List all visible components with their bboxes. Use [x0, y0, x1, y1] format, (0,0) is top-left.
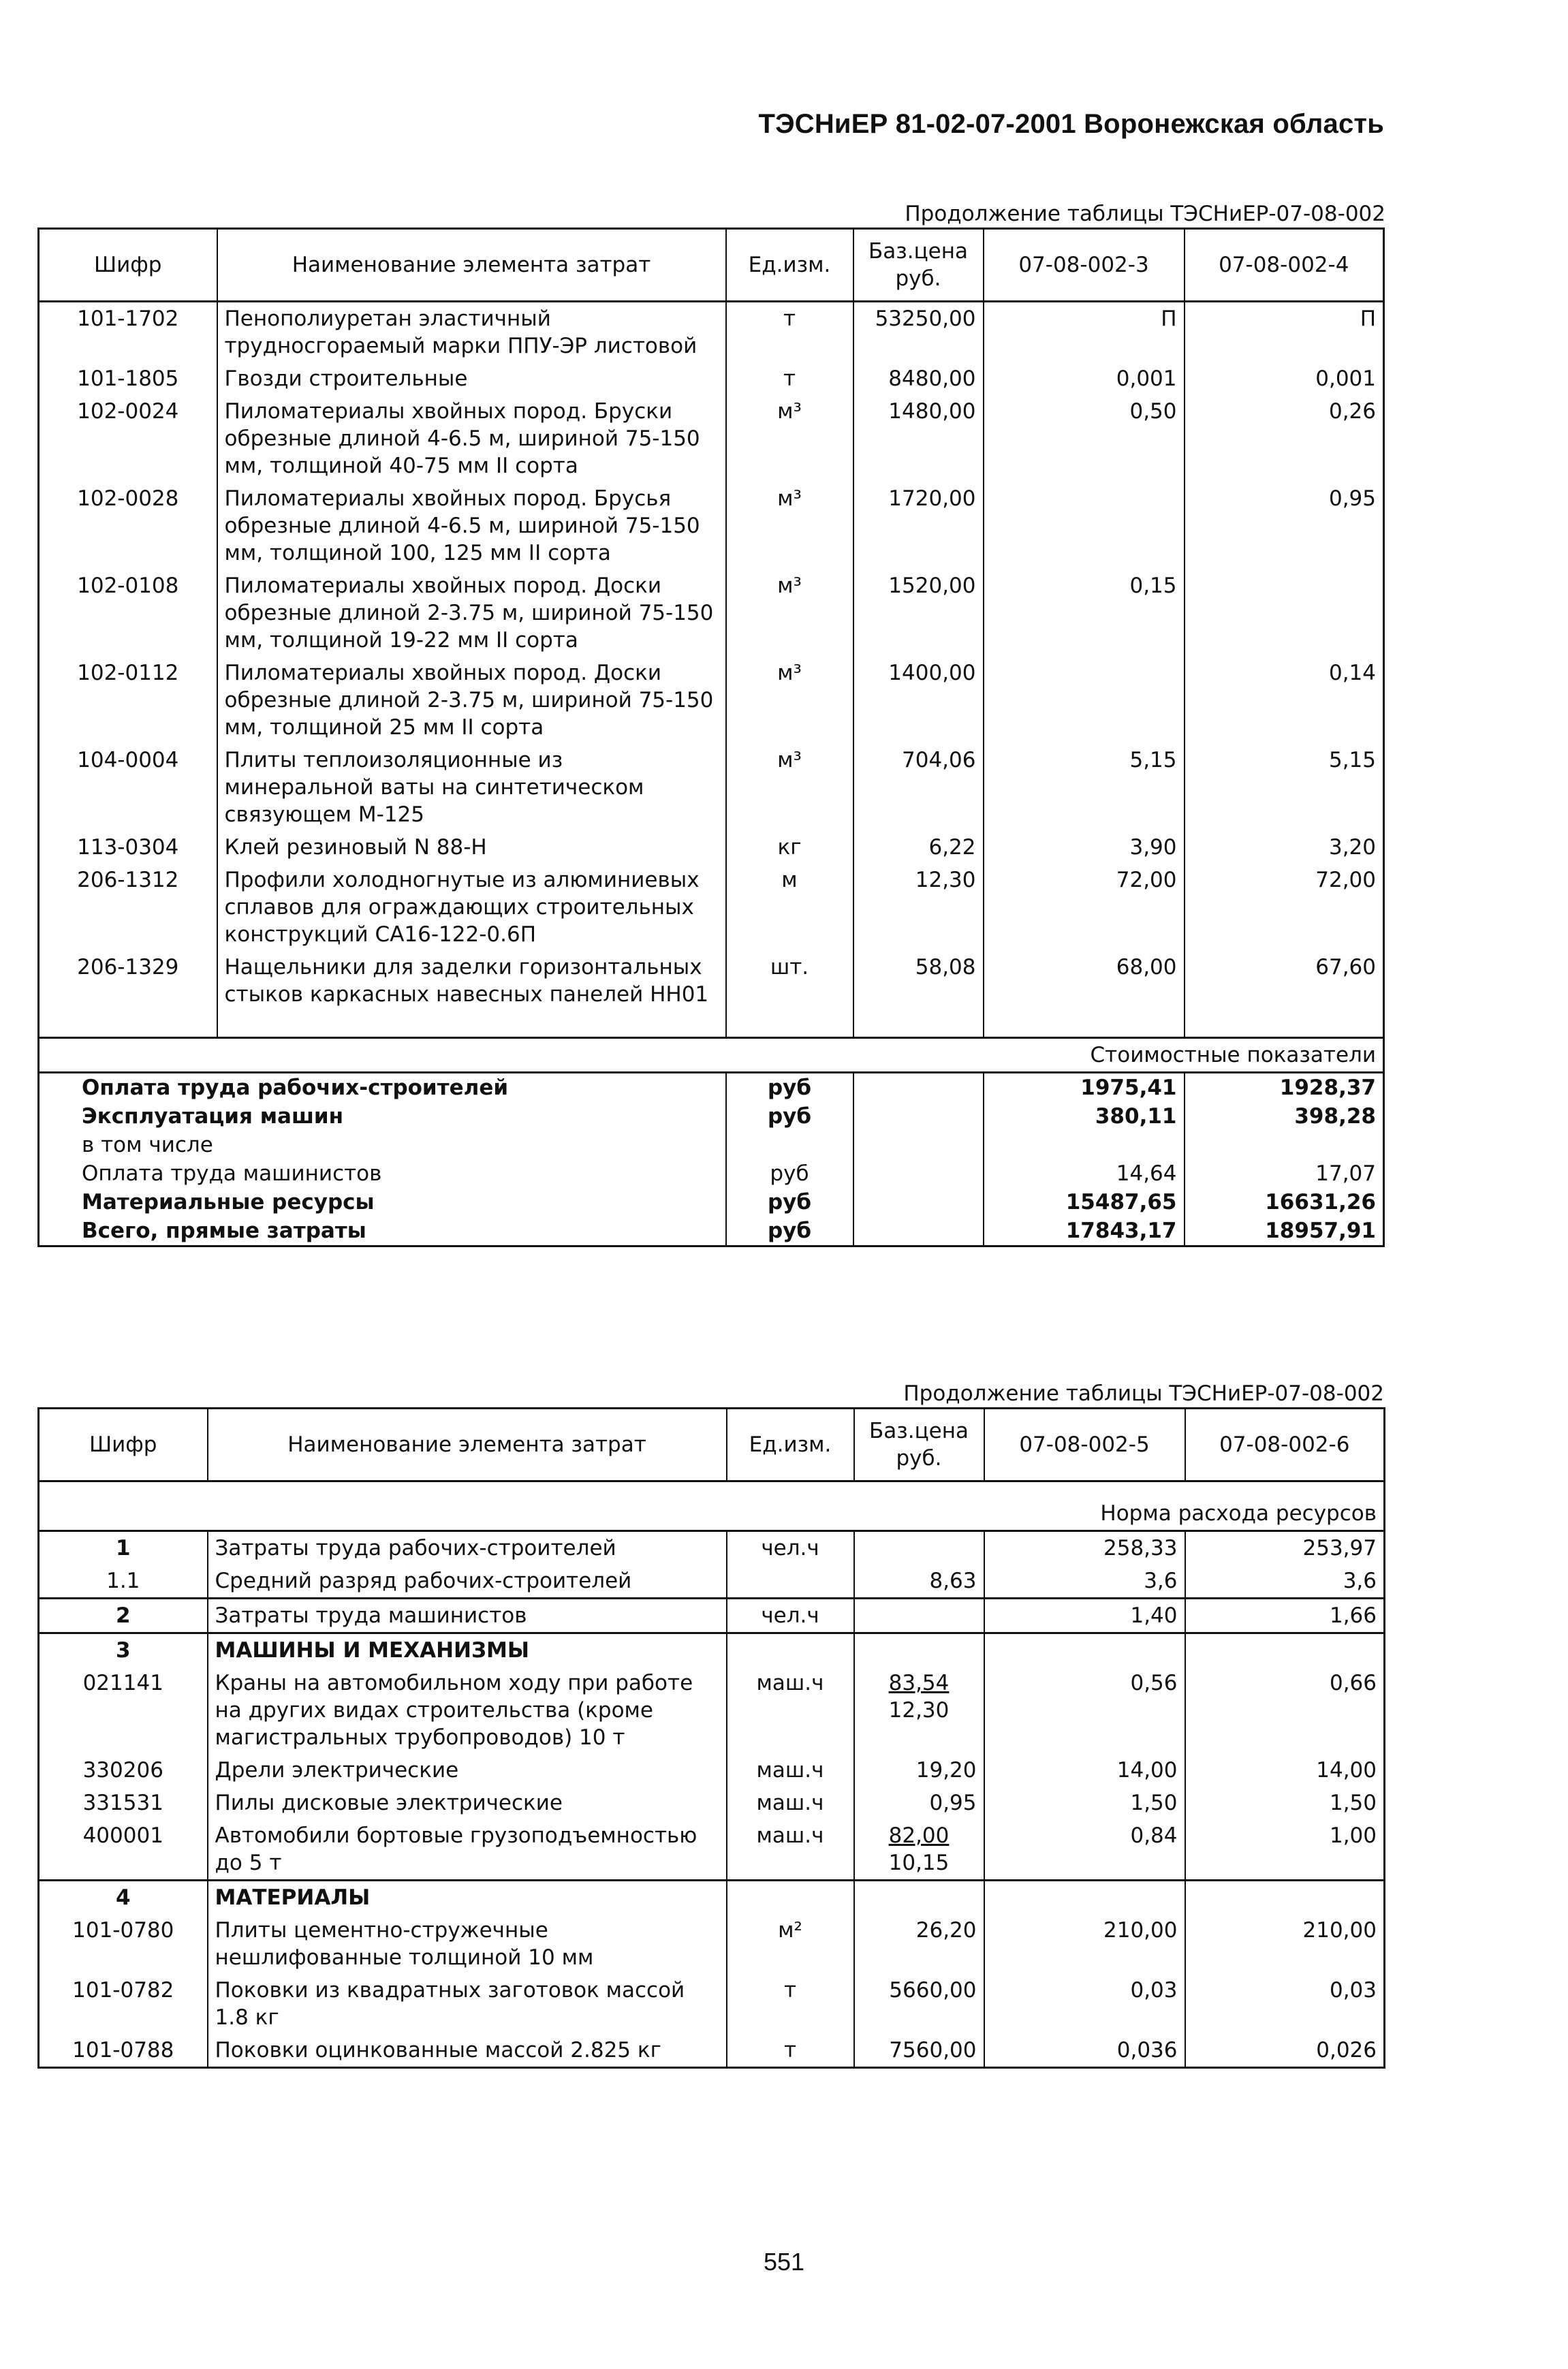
table-row — [39, 1819, 1385, 1881]
summary-value-variant-4: 16631,26 — [1185, 1188, 1384, 1217]
resource-value-variant-3: 5,15 — [984, 744, 1185, 831]
resource-value-variant-5: 0,036 — [984, 2034, 1185, 2068]
table1-header-row — [39, 229, 1384, 302]
col-header-name: Наименование элемента затрат — [208, 1409, 727, 1481]
resource-unit: маш.ч — [727, 1787, 854, 1819]
resource-name: МАТЕРИАЛЫ — [208, 1881, 727, 1915]
resource-value-variant-6: 0,66 — [1185, 1667, 1385, 1754]
table-row — [39, 569, 1384, 657]
resource-value-variant-4: 72,00 — [1185, 864, 1384, 951]
resource-base-price — [854, 1667, 984, 1754]
resource-value-variant-6: 0,03 — [1185, 1974, 1385, 2034]
table-row — [39, 1667, 1385, 1754]
col-header-unit: Ед.изм. — [727, 1409, 854, 1481]
resource-value-variant-6: 14,00 — [1185, 1754, 1385, 1787]
resource-unit: т — [726, 362, 853, 395]
summary-value-variant-3: 380,11 — [984, 1102, 1185, 1131]
resource-value-variant-5: 1,50 — [984, 1787, 1185, 1819]
resource-value-variant-6 — [1185, 1633, 1385, 1667]
resource-name: Поковки оцинкованные массой 2.825 кг — [208, 2034, 727, 2068]
resource-unit: маш.ч — [727, 1819, 854, 1881]
resource-value-variant-4: 0,26 — [1185, 395, 1384, 482]
resource-name: Затраты труда рабочих-строителей — [208, 1531, 727, 1565]
resource-unit: м² — [727, 1914, 854, 1974]
resource-value-variant-3 — [984, 657, 1185, 744]
resource-code: 3 — [39, 1633, 208, 1667]
summary-label: Эксплуатация машин — [39, 1102, 726, 1131]
resource-unit — [727, 1633, 854, 1667]
summary-value-variant-4: 17,07 — [1185, 1159, 1384, 1188]
resource-value-variant-5 — [984, 1881, 1185, 1915]
resource-code: 113-0304 — [39, 831, 217, 864]
summary-price-empty — [853, 1217, 984, 1246]
col-header-variant-5: 07-08-002-5 — [984, 1409, 1185, 1481]
machine-price: 82,00 — [888, 1823, 950, 1848]
machine-operator-wage: 12,30 — [888, 1698, 950, 1723]
resource-table-2 — [37, 1407, 1385, 2069]
resource-value-variant-3: 72,00 — [984, 864, 1185, 951]
summary-row — [39, 1073, 1384, 1103]
spacer-cell — [984, 1011, 1185, 1038]
resource-value-variant-6: 3,6 — [1185, 1565, 1385, 1599]
resource-value-variant-3: 3,90 — [984, 831, 1185, 864]
table-row — [39, 395, 1384, 482]
table-row — [39, 744, 1384, 831]
resource-value-variant-6: 0,026 — [1185, 2034, 1385, 2068]
resource-value-variant-4: 0,14 — [1185, 657, 1384, 744]
summary-label: Оплата труда машинистов — [39, 1159, 726, 1188]
resource-base-price: 26,20 — [854, 1914, 984, 1974]
table-row — [39, 831, 1384, 864]
resource-base-price: 5660,00 — [854, 1974, 984, 2034]
resource-code: 4 — [39, 1881, 208, 1915]
resource-unit: т — [726, 302, 853, 363]
resource-name: Пенополиуретан эластичный трудносгораемый марки ППУ-ЭР листовой — [217, 302, 726, 363]
resource-base-price — [854, 1531, 984, 1565]
spacer-cell — [726, 1011, 853, 1038]
resource-name: Затраты труда машинистов — [208, 1599, 727, 1633]
resource-code: 102-0024 — [39, 395, 217, 482]
resource-base-price: 1400,00 — [853, 657, 984, 744]
resource-code: 021141 — [39, 1667, 208, 1754]
resource-value-variant-6: 253,97 — [1185, 1531, 1385, 1565]
summary-row — [39, 1188, 1384, 1217]
summary-value-variant-4: 398,28 — [1185, 1102, 1384, 1131]
machine-price: 83,54 — [888, 1671, 950, 1695]
summary-unit: руб — [726, 1102, 853, 1131]
resource-code: 102-0028 — [39, 482, 217, 569]
summary-value-variant-3: 1975,41 — [984, 1073, 1185, 1103]
resource-name: Поковки из квадратных заготовок массой 1.8 кг — [208, 1974, 727, 2034]
resource-value-variant-4: 3,20 — [1185, 831, 1384, 864]
table-row — [39, 2034, 1385, 2068]
resource-name: Гвозди строительные — [217, 362, 726, 395]
cost-indicators-title: Стоимостные показатели — [39, 1038, 1384, 1073]
resource-value-variant-6: 1,66 — [1185, 1599, 1385, 1633]
resource-base-price: 6,22 — [853, 831, 984, 864]
table-row — [39, 1914, 1385, 1974]
resource-code: 101-0780 — [39, 1914, 208, 1974]
resource-base-price: 704,06 — [853, 744, 984, 831]
resource-value-variant-4: П — [1185, 302, 1384, 363]
summary-row — [39, 1102, 1384, 1131]
resource-base-price: 1480,00 — [853, 395, 984, 482]
resource-value-variant-5: 258,33 — [984, 1531, 1185, 1565]
resource-value-variant-3: 0,15 — [984, 569, 1185, 657]
resource-code: 400001 — [39, 1819, 208, 1881]
resource-code: 101-1805 — [39, 362, 217, 395]
resource-value-variant-3 — [984, 482, 1185, 569]
resource-name: Пиломатериалы хвойных пород. Доски обрезные длиной 2-3.75 м, шириной 75-150 мм, толщиной 19-22 мм II сорта — [217, 569, 726, 657]
resource-base-price — [854, 1881, 984, 1915]
summary-value-variant-4: 18957,91 — [1185, 1217, 1384, 1246]
table-row — [39, 1565, 1385, 1599]
machine-operator-wage: 10,15 — [888, 1851, 950, 1875]
page-number: 551 — [763, 2248, 805, 2276]
resource-code: 331531 — [39, 1787, 208, 1819]
spacer-cell — [1185, 1011, 1384, 1038]
resource-name: Дрели электрические — [208, 1754, 727, 1787]
resource-name: Плиты цементно-стружечные нешлифованные толщиной 10 мм — [208, 1914, 727, 1974]
resource-base-price: 7560,00 — [854, 2034, 984, 2068]
resource-unit: м³ — [726, 395, 853, 482]
resource-code: 206-1329 — [39, 951, 217, 1011]
resource-code: 101-1702 — [39, 302, 217, 363]
resource-value-variant-5: 210,00 — [984, 1914, 1185, 1974]
col-header-variant-6: 07-08-002-6 — [1185, 1409, 1385, 1481]
cost-indicators-row — [39, 1038, 1384, 1073]
resource-name: Автомобили бортовые грузоподъемностью до 5 т — [208, 1819, 727, 1881]
table-row — [39, 657, 1384, 744]
resource-value-variant-6 — [1185, 1881, 1385, 1915]
resource-value-variant-6: 1,50 — [1185, 1787, 1385, 1819]
summary-row — [39, 1217, 1384, 1246]
resource-unit: м³ — [726, 744, 853, 831]
resource-name: Пиломатериалы хвойных пород. Доски обрезные длиной 2-3.75 м, шириной 75-150 мм, толщиной 25 мм II сорта — [217, 657, 726, 744]
resource-unit: м³ — [726, 482, 853, 569]
col-header-price: Баз.цена руб. — [854, 1409, 984, 1481]
summary-label: в том числе — [39, 1131, 726, 1159]
summary-value-variant-3 — [984, 1131, 1185, 1159]
resource-value-variant-5: 0,56 — [984, 1667, 1185, 1754]
summary-unit — [726, 1131, 853, 1159]
resource-unit: т — [727, 1974, 854, 2034]
resource-unit: чел.ч — [727, 1531, 854, 1565]
resource-code: 1.1 — [39, 1565, 208, 1599]
summary-price-empty — [853, 1102, 984, 1131]
col-header-code: Шифр — [39, 1409, 208, 1481]
summary-unit: руб — [726, 1073, 853, 1103]
summary-price-empty — [853, 1073, 984, 1103]
resource-code: 330206 — [39, 1754, 208, 1787]
resource-base-price: 53250,00 — [853, 302, 984, 363]
resource-code: 102-0108 — [39, 569, 217, 657]
resource-value-variant-6: 210,00 — [1185, 1914, 1385, 1974]
table-row — [39, 1754, 1385, 1787]
resource-value-variant-4: 67,60 — [1185, 951, 1384, 1011]
table-row — [39, 1633, 1385, 1667]
resource-unit: м³ — [726, 657, 853, 744]
table2-header-row — [39, 1409, 1385, 1481]
resource-base-price: 19,20 — [854, 1754, 984, 1787]
resource-value-variant-3: 0,50 — [984, 395, 1185, 482]
spacer-cell — [853, 1011, 984, 1038]
resource-code: 2 — [39, 1599, 208, 1633]
table-row — [39, 1531, 1385, 1565]
table1-continuation-label: Продолжение таблицы ТЭСНиЕР-07-08-002 — [905, 202, 1385, 226]
resource-value-variant-5: 1,40 — [984, 1599, 1185, 1633]
resource-base-price: 1720,00 — [853, 482, 984, 569]
resource-name: Плиты теплоизоляционные из минеральной ваты на синтетическом связующем М-125 — [217, 744, 726, 831]
summary-unit: руб — [726, 1217, 853, 1246]
resource-unit: маш.ч — [727, 1667, 854, 1754]
resource-value-variant-4: 0,95 — [1185, 482, 1384, 569]
table-row — [39, 1881, 1385, 1915]
table-row — [39, 1599, 1385, 1633]
resource-value-variant-5: 14,00 — [984, 1754, 1185, 1787]
resource-name: Клей резиновый N 88-Н — [217, 831, 726, 864]
spacer-cell — [39, 1011, 217, 1038]
resource-base-price: 0,95 — [854, 1787, 984, 1819]
summary-label: Оплата труда рабочих-строителей — [39, 1073, 726, 1103]
col-header-price: Баз.цена руб. — [853, 229, 984, 302]
table2-continuation-label: Продолжение таблицы ТЭСНиЕР-07-08-002 — [903, 1381, 1384, 1406]
summary-label: Всего, прямые затраты — [39, 1217, 726, 1246]
table-row — [39, 482, 1384, 569]
resource-unit: чел.ч — [727, 1599, 854, 1633]
resource-code: 206-1312 — [39, 864, 217, 951]
resource-code: 1 — [39, 1531, 208, 1565]
resource-unit: м — [726, 864, 853, 951]
resource-value-variant-3: П — [984, 302, 1185, 363]
col-header-unit: Ед.изм. — [726, 229, 853, 302]
summary-label: Материальные ресурсы — [39, 1188, 726, 1217]
resource-code: 101-0788 — [39, 2034, 208, 2068]
summary-value-variant-4 — [1185, 1131, 1384, 1159]
table-row — [39, 1787, 1385, 1819]
table-row — [39, 864, 1384, 951]
resource-value-variant-3: 0,001 — [984, 362, 1185, 395]
resource-unit: шт. — [726, 951, 853, 1011]
table-row — [39, 362, 1384, 395]
resource-name: Краны на автомобильном ходу при работе на других видах строительства (кроме магистральных трубопроводов) 10 т — [208, 1667, 727, 1754]
resource-value-variant-4: 0,001 — [1185, 362, 1384, 395]
summary-value-variant-3: 15487,65 — [984, 1188, 1185, 1217]
resource-value-variant-5 — [984, 1633, 1185, 1667]
resource-value-variant-3: 68,00 — [984, 951, 1185, 1011]
resource-name: МАШИНЫ И МЕХАНИЗМЫ — [208, 1633, 727, 1667]
resource-value-variant-4 — [1185, 569, 1384, 657]
resource-base-price: 12,30 — [853, 864, 984, 951]
table-row — [39, 1974, 1385, 2034]
document-title: ТЭСНиЕР 81-02-07-2001 Воронежская область — [758, 109, 1384, 139]
resource-base-price — [854, 1819, 984, 1881]
spacer-cell — [217, 1011, 726, 1038]
resource-table-1 — [37, 228, 1385, 1247]
summary-row — [39, 1131, 1384, 1159]
resource-base-price — [854, 1599, 984, 1633]
resource-base-price: 58,08 — [853, 951, 984, 1011]
resource-unit: маш.ч — [727, 1754, 854, 1787]
summary-unit: руб — [726, 1188, 853, 1217]
resource-name: Профили холодногнутые из алюминиевых сплавов для ограждающих строительных конструкций СА16-122-0.6П — [217, 864, 726, 951]
resource-base-price: 8,63 — [854, 1565, 984, 1599]
resource-code: 102-0112 — [39, 657, 217, 744]
norm-title: Норма расхода ресурсов — [39, 1481, 1385, 1531]
resource-code: 104-0004 — [39, 744, 217, 831]
col-header-code: Шифр — [39, 229, 217, 302]
summary-row — [39, 1159, 1384, 1188]
resource-name: Пилы дисковые электрические — [208, 1787, 727, 1819]
resource-value-variant-5: 0,84 — [984, 1819, 1185, 1881]
summary-price-empty — [853, 1131, 984, 1159]
summary-value-variant-4: 1928,37 — [1185, 1073, 1384, 1103]
summary-price-empty — [853, 1159, 984, 1188]
col-header-variant-4: 07-08-002-4 — [1185, 229, 1384, 302]
summary-value-variant-3: 14,64 — [984, 1159, 1185, 1188]
summary-unit: руб — [726, 1159, 853, 1188]
resource-unit: т — [727, 2034, 854, 2068]
col-header-variant-3: 07-08-002-3 — [984, 229, 1185, 302]
table-row — [39, 951, 1384, 1011]
resource-code: 101-0782 — [39, 1974, 208, 2034]
resource-base-price — [854, 1633, 984, 1667]
resource-name: Нащельники для заделки горизонтальных стыков каркасных навесных панелей НН01 — [217, 951, 726, 1011]
resource-name: Пиломатериалы хвойных пород. Бруски обрезные длиной 4-6.5 м, шириной 75-150 мм, толщиной 40-75 мм II сорта — [217, 395, 726, 482]
resource-name: Средний разряд рабочих-строителей — [208, 1565, 727, 1599]
resource-value-variant-5: 0,03 — [984, 1974, 1185, 2034]
resource-base-price: 8480,00 — [853, 362, 984, 395]
resource-unit: м³ — [726, 569, 853, 657]
resource-unit — [727, 1565, 854, 1599]
resource-unit: кг — [726, 831, 853, 864]
resource-value-variant-6: 1,00 — [1185, 1819, 1385, 1881]
table-spacer-row — [39, 1011, 1384, 1038]
resource-unit — [727, 1881, 854, 1915]
resource-value-variant-5: 3,6 — [984, 1565, 1185, 1599]
col-header-name: Наименование элемента затрат — [217, 229, 726, 302]
norm-title-row — [39, 1481, 1385, 1531]
resource-base-price: 1520,00 — [853, 569, 984, 657]
summary-value-variant-3: 17843,17 — [984, 1217, 1185, 1246]
resource-name: Пиломатериалы хвойных пород. Брусья обрезные длиной 4-6.5 м, шириной 75-150 мм, толщиной 100, 125 мм II сорта — [217, 482, 726, 569]
summary-price-empty — [853, 1188, 984, 1217]
table-row — [39, 302, 1384, 363]
resource-value-variant-4: 5,15 — [1185, 744, 1384, 831]
